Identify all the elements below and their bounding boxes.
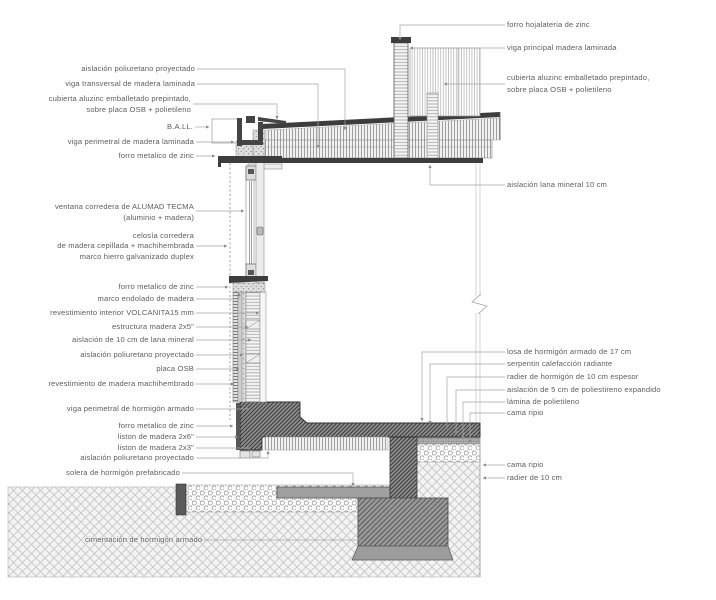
- label-aislacion-lana-muro: aislación de 10 cm de lana mineral: [71, 335, 194, 344]
- viga-principal-column: [394, 42, 408, 158]
- label-celosia-l2: de madera cepillada + machihembrada: [57, 241, 194, 250]
- label-celosia-l3: marco hierro galvanizado duplex: [79, 252, 194, 261]
- foundation-stem: [390, 437, 417, 499]
- label-cama-ripio-2: cama ripio: [507, 460, 544, 469]
- solera-prefabricada-bar: [277, 487, 390, 498]
- label-forro-metalico-zinc-3: forro metalico de zinc: [118, 421, 194, 430]
- gutter-riser: [258, 122, 263, 145]
- cubierta-upper-block: [410, 48, 480, 116]
- lana-mineral-strip: [246, 292, 260, 402]
- roof-assembly: [250, 37, 500, 163]
- forro-zinc-viga: [236, 403, 240, 450]
- shutter-handle: [257, 227, 263, 235]
- poliuretano-bajo-losa: [265, 437, 388, 450]
- label-forro-hojalateria: forro hojalateria de zinc: [507, 20, 590, 29]
- footing-splay: [352, 546, 453, 560]
- liston-2x6-pieza: [240, 451, 250, 458]
- label-cubierta-aluzinc-l2: sobre placa OSB + polietileno: [86, 105, 191, 114]
- radier-band: [417, 437, 480, 444]
- label-cubierta-aluzinc-der-l1: cubierta aluzinc emballetado prepintado,: [507, 73, 650, 82]
- label-serpentin: serpentin calefacción radiante: [507, 359, 613, 368]
- volcanita-strip: [260, 292, 266, 402]
- break-symbol: [472, 294, 487, 314]
- ball-downpipe-box: [212, 119, 238, 143]
- label-solera-prefabricada: solera de hormigón prefabricado: [66, 468, 180, 477]
- label-revestimiento-machihembrado: revestimiento de madera machihembrado: [48, 379, 194, 388]
- label-forro-metalico-zinc-1: forro metalico de zinc: [118, 151, 194, 160]
- label-viga-transversal-madera: viga transversal de madera laminada: [65, 79, 195, 88]
- wall-assembly: [233, 292, 266, 402]
- label-radier-hormigon: radier de hormigón de 10 cm espesor: [507, 372, 639, 381]
- cut-lines: [472, 163, 487, 423]
- label-viga-principal: viga principal madera laminada: [507, 43, 617, 52]
- marco-endolado-sill: [233, 283, 265, 292]
- placa-osb-strip: [238, 292, 242, 402]
- label-estructura-madera: estructura madera 2x5": [112, 322, 194, 331]
- label-radier-10cm: radier de 10 cm: [507, 473, 563, 482]
- ceiling-band: [250, 158, 483, 163]
- label-lamina-polietileno: lámina de polietileno: [507, 397, 580, 406]
- label-celosia-l1: celosía corredera: [132, 231, 194, 240]
- revestimiento-madera-ext: [233, 292, 238, 402]
- forro-hojalateria-cap: [391, 37, 411, 43]
- label-placa-osb: placa OSB: [156, 364, 194, 373]
- footing: [358, 498, 448, 546]
- label-aislacion-poliuretano-muro: aislación poliuretano proyectado: [80, 350, 194, 359]
- label-forro-metalico-zinc-2: forro metalico de zinc: [118, 282, 194, 291]
- label-ventana-corredera-l2: (aluminio + madera): [123, 213, 194, 222]
- label-viga-perimetral-madera: viga perimetral de madera laminada: [67, 137, 194, 146]
- label-cubierta-aluzinc-l1: cubierta aluzinc emballetado prepintado,: [48, 94, 191, 103]
- liston-2x3-pieza: [252, 451, 260, 457]
- roof-structure-band: [262, 140, 492, 158]
- label-ball: B.A.LL.: [167, 122, 193, 131]
- label-liston-2x3: liston de madera 2x3": [117, 443, 194, 452]
- label-marco-endolado: marco endolado de madera: [97, 294, 194, 303]
- label-aislacion-poliuretano-piso: aislación poliuretano proyectado: [80, 453, 194, 462]
- secondary-post: [427, 93, 438, 158]
- label-aislacion-poliestireno: aislación de 5 cm de poliestireno expandido: [507, 385, 661, 394]
- label-aislacion-poliuretano-cubierta: aislación poliuretano proyectado: [81, 64, 195, 73]
- label-viga-perimetral-hormigon: viga perimetral de hormigón armado: [66, 404, 194, 413]
- label-liston-2x6: liston de madera 2x6": [117, 432, 194, 441]
- gutter-lip: [246, 116, 255, 123]
- borde-exterior: [176, 484, 186, 515]
- label-cama-ripio-1: cama ripio: [507, 408, 544, 417]
- label-ventana-corredera-l1: ventana corredera de ALUMAD TECMA: [54, 202, 194, 211]
- label-aislacion-lana-cielo: aislación lana mineral 10 cm: [507, 180, 608, 189]
- poliuretano-strip: [242, 292, 246, 402]
- label-cubierta-aluzinc-der-l2: sobre placa OSB + polietileno: [507, 85, 612, 94]
- cama-ripio-band-right: [417, 444, 480, 462]
- label-losa-hormigon: losa de hormigón armado de 17 cm: [507, 347, 632, 356]
- label-cimentacion: cimentación de hormigón armado: [85, 535, 203, 544]
- label-revestimiento-volcanita: revestimiento interior VOLCANITA15 mm: [50, 308, 194, 317]
- eave-zinc-flashing: [218, 156, 282, 163]
- shutter-panel: [256, 161, 264, 283]
